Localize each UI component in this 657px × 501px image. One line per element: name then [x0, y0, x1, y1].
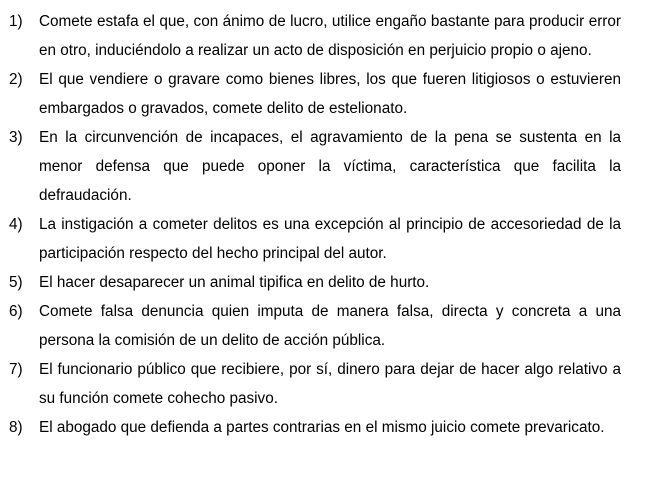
item-text: El funcionario público que recibiere, por sí, dinero para dejar de hacer algo relativo a su función comete cohecho pasivo.: [39, 361, 621, 407]
list-item-6: [9, 297, 621, 355]
item-text: Comete estafa el que, con ánimo de lucro, utilice engaño bastante para producir error en otro, induciéndolo a realizar un acto de disposición en perjuicio propio o ajeno.: [39, 13, 621, 59]
item-number: 7): [9, 361, 23, 378]
list-item-1: [9, 7, 621, 65]
list-item-8: [9, 413, 621, 442]
item-text: El hacer desaparecer un animal tipifica en delito de hurto.: [39, 274, 430, 291]
item-number: 8): [9, 419, 23, 436]
list-item-3: [9, 123, 621, 210]
statement-list: [9, 7, 621, 442]
list-item-4: [9, 210, 621, 268]
list-item-7: [9, 355, 621, 413]
list-item-2: [9, 65, 621, 123]
item-text: La instigación a cometer delitos es una excepción al principio de accesoriedad de la participación respecto del hecho principal del autor.: [39, 216, 621, 262]
item-text: El que vendiere o gravare como bienes libres, los que fueren litigiosos o estuvieren embargados o gravados, comete delito de estelionato.: [39, 71, 621, 117]
item-number: 2): [9, 71, 23, 88]
item-number: 6): [9, 303, 23, 320]
item-text: El abogado que defienda a partes contrarias en el mismo juicio comete prevaricato.: [39, 419, 605, 436]
item-number: 5): [9, 274, 23, 291]
item-number: 4): [9, 216, 23, 233]
item-number: 1): [9, 13, 23, 30]
item-text: Comete falsa denuncia quien imputa de manera falsa, directa y concreta a una persona la comisión de un delito de acción pública.: [39, 303, 621, 349]
item-number: 3): [9, 129, 23, 146]
item-text: En la circunvención de incapaces, el agravamiento de la pena se sustenta en la menor defensa que puede oponer la víctima, característica que facilita la defraudación.: [39, 129, 621, 204]
list-item-5: [9, 268, 621, 297]
